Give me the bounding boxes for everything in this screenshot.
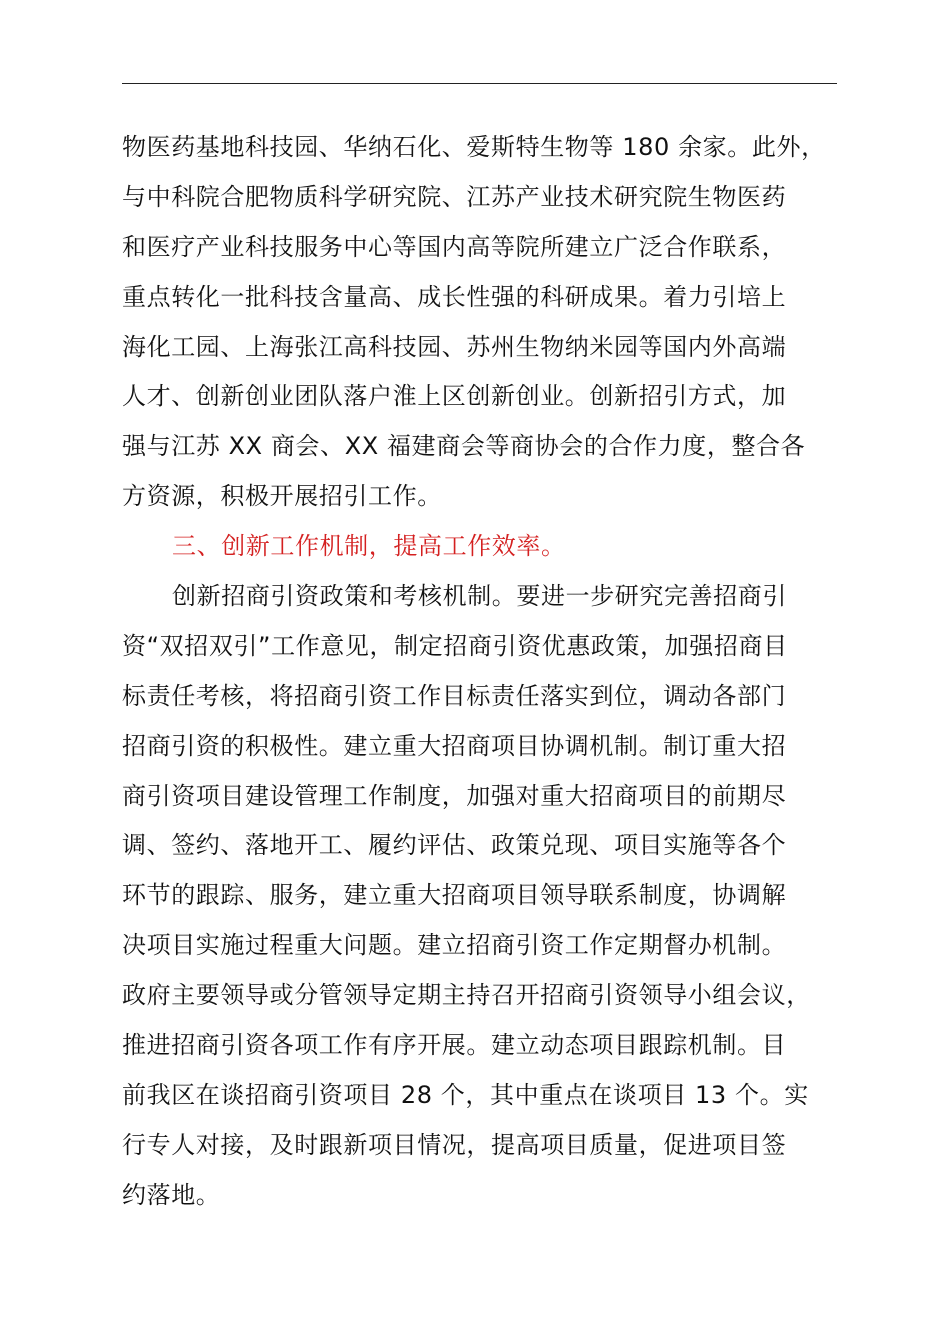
text-line: 商引资项目建设管理工作制度，加强对重大招商项目的前期尽 (122, 781, 787, 810)
text-line: 前我区在谈招商引资项目 28 个，其中重点在谈项目 13 个。实 (122, 1080, 809, 1109)
text-line: 决项目实施过程重大问题。建立招商引资工作定期督办机制。 (122, 931, 787, 960)
document-body (122, 123, 862, 1221)
text-line: 行专人对接，及时跟新项目情况，提高项目质量，促进项目签 (122, 1130, 787, 1159)
text-line: 资“双招双引”工作意见，制定招商引资优惠政策，加强招商目 (122, 631, 788, 660)
text-line: 海化工园、上海张江高科技园、苏州生物纳米园等国内外高端 (122, 332, 787, 361)
paragraph-mechanisms (122, 572, 862, 1221)
text-line: 招商引资的积极性。建立重大招商项目协调机制。制订重大招 (122, 731, 787, 760)
header-rule (122, 83, 837, 84)
text-line: 人才、创新创业团队落户淮上区创新创业。创新招引方式，加 (122, 382, 787, 411)
paragraph-continuation (122, 123, 862, 522)
text-line: 与中科院合肥物质科学研究院、江苏产业技术研究院生物医药 (122, 182, 787, 211)
text-line: 标责任考核，将招商引资工作目标责任落实到位，调动各部门 (122, 681, 787, 710)
text-line: 和医疗产业科技服务中心等国内高等院所建立广泛合作联系， (122, 232, 787, 261)
text-line: 调、签约、落地开工、履约评估、政策兑现、项目实施等各个 (122, 831, 787, 860)
text-line: 创新招商引资政策和考核机制。要进一步研究完善招商引 (172, 582, 787, 611)
text-line: 环节的跟踪、服务，建立重大招商项目领导联系制度，协调解 (122, 881, 787, 910)
text-line: 推进招商引资各项工作有序开展。建立动态项目跟踪机制。目 (122, 1031, 787, 1060)
text-line: 政府主要领导或分管领导定期主持召开招商引资领导小组会议， (122, 981, 811, 1010)
text-line: 约落地。 (122, 1180, 221, 1209)
text-line: 方资源，积极开展招引工作。 (122, 482, 442, 511)
text-line: 重点转化一批科技含量高、成长性强的科研成果。着力引培上 (122, 282, 787, 311)
text-line: 物医药基地科技园、华纳石化、爱斯特生物等 180 余家。此外， (122, 133, 826, 161)
section-heading: 三、创新工作机制，提高工作效率。 (172, 532, 566, 561)
text-line: 强与江苏 XX 商会、XX 福建商会等商协会的合作力度，整合各 (122, 432, 806, 461)
